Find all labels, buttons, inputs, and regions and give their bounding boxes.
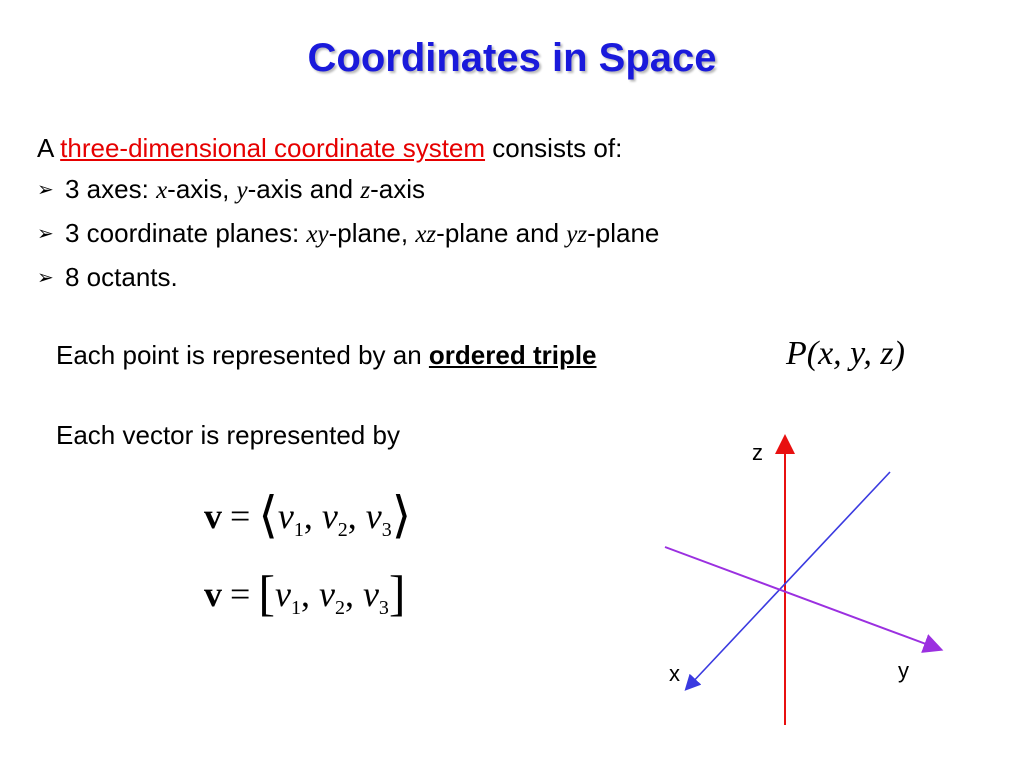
ordered-triple-emphasis: ordered triple xyxy=(428,340,597,370)
y-axis-line xyxy=(665,547,934,647)
bullet-arrow-icon: ➢ xyxy=(37,267,54,289)
x-axis-line xyxy=(690,472,890,685)
bullet-planes: ➢ 3 coordinate planes: xy-plane, xz-plane and yz-plane xyxy=(37,213,659,257)
x-axis-label: x xyxy=(669,661,680,686)
intro-block xyxy=(37,128,659,301)
y-axis-label: y xyxy=(898,658,909,683)
intro-suffix: consists of: xyxy=(492,133,623,163)
bullet-octants: ➢ 8 octants. xyxy=(37,257,659,301)
ordered-triple-line xyxy=(56,340,597,371)
bullet-arrow-icon: ➢ xyxy=(37,179,54,201)
ordered-triple-formula: P(x, y, z) xyxy=(786,335,905,372)
intro-line xyxy=(37,128,659,169)
intro-prefix: A xyxy=(37,133,53,163)
z-axis-label: z xyxy=(752,440,763,465)
vector-bracket-equation: $v = [v_1$, $v_2$, $v_3$] xyxy=(204,565,406,621)
bullet-axes: ➢ 3 axes: x-axis, y-axis and z-axis xyxy=(37,169,659,213)
vector-angle-equation: $v = ⟨v_1$, $v_2$, $v_3⟩$ xyxy=(204,487,412,543)
vector-text: Each vector is represented by xyxy=(56,420,400,450)
coordinate-axes-diagram xyxy=(650,430,950,730)
intro-term: three-dimensional coordinate system xyxy=(60,133,486,163)
bullet-arrow-icon: ➢ xyxy=(37,223,54,245)
ordered-triple-text: Each point is represented by an xyxy=(56,340,422,370)
slide-title: Coordinates in Space xyxy=(307,36,717,80)
